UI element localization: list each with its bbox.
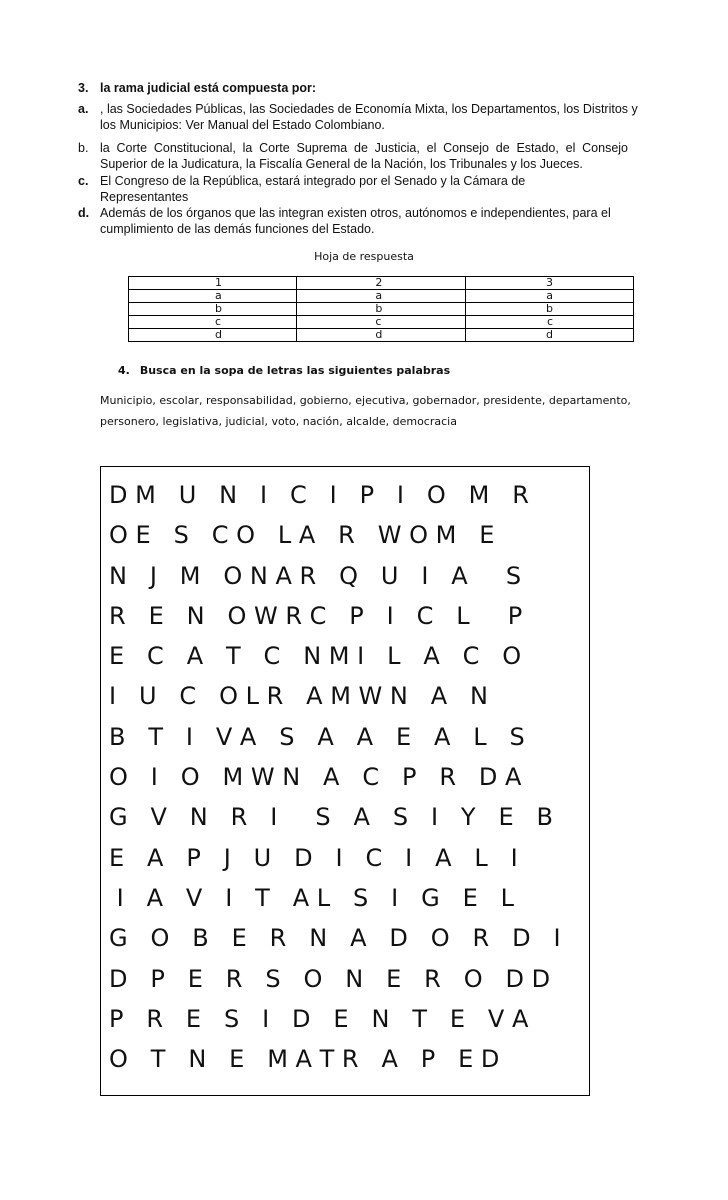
option-d (78, 205, 630, 237)
question-4 (118, 364, 450, 377)
word-search-row: N J M O N A R Q U I A S (109, 561, 522, 590)
question-text: la rama judicial está compuesta por: (100, 81, 317, 95)
word-search-row: G O B E R N A D O R D I (109, 924, 561, 953)
word-search-row: O T N E M A T R A P E D (109, 1045, 500, 1074)
option-text: , las Sociedades Públicas, las Sociedades de Economía Mixta, los Departamentos, los Distritos y los Municipios: Ver Manual del Estado Colombiano. (100, 102, 638, 132)
option-b (78, 140, 628, 172)
answer-cell: a (129, 290, 297, 303)
question-number: 3. (78, 81, 89, 95)
option-marker: b. (78, 141, 89, 155)
answer-cell: c (465, 316, 633, 329)
answer-cell: b (465, 303, 633, 316)
option-marker: d. (78, 206, 90, 220)
word-search-row: I A V I T A L S I G E L (109, 883, 515, 912)
option-marker: a. (78, 102, 89, 116)
answer-cell: 1 (129, 277, 297, 290)
option-c (78, 173, 540, 205)
word-search-row: I U C O L R A M W N A N (109, 682, 488, 711)
answer-cell: c (129, 316, 297, 329)
word-search-row: G V N R I S A S I Y E B (109, 803, 553, 832)
word-search-row: E C A T C N M I L A C O (109, 642, 522, 671)
question-text: Busca en la sopa de letras las siguientes palabras (139, 364, 451, 377)
word-search-row: O I O M W N A C P R D A (109, 763, 522, 792)
answer-cell: a (297, 290, 465, 303)
option-text: Además de los órganos que las integran existen otros, autónomos e independientes, para el cumplimiento de las demás funciones del Estado. (100, 206, 611, 236)
question-3 (78, 80, 640, 96)
word-list: Municipio, escolar, responsabilidad, gobierno, ejecutiva, gobernador, presidente, departamento, personero, legislativa, judicial, voto, nación, alcalde, democracia (100, 394, 631, 428)
word-search-row: B T I V A S A A E A L S (109, 722, 525, 751)
answer-cell: b (129, 303, 297, 316)
word-search-row: R E N O W R C P I C L P (109, 601, 523, 630)
answer-sheet-table (128, 276, 634, 342)
answer-cell: 3 (465, 277, 633, 290)
answer-cell: b (297, 303, 465, 316)
answer-row (129, 277, 634, 290)
answer-row (129, 290, 634, 303)
option-text: El Congreso de la República, estará integrado por el Senado y la Cámara de Representantes (100, 174, 526, 204)
answer-cell: d (465, 329, 633, 342)
option-a (78, 101, 640, 133)
word-search-row: E A P J U D I C I A L I (109, 843, 518, 872)
word-search-row: D M U N I C I P I O M R (109, 481, 529, 509)
answer-cell: 2 (297, 277, 465, 290)
answer-row (129, 329, 634, 342)
answer-cell: c (297, 316, 465, 329)
word-search-grid (100, 466, 590, 1096)
word-search-row: P R E S I D E N T E V A (109, 1004, 529, 1033)
answer-cell: d (129, 329, 297, 342)
answer-cell: a (465, 290, 633, 303)
answer-sheet-title: Hoja de respuesta (314, 250, 414, 263)
question-number: 4. (118, 364, 130, 377)
answer-cell: d (297, 329, 465, 342)
word-search-row: O E S C O L A R W O M E (109, 521, 495, 550)
word-search-row: D P E R S O N E R O D D (109, 964, 551, 993)
option-text: la Corte Constitucional, la Corte Suprema de Justicia, el Consejo de Estado, el Consejo Superior de la Judicatura, la Fiscalía General de la Nación, los Tribunales y los Jueces. (100, 141, 628, 171)
answer-row (129, 303, 634, 316)
answer-row (129, 316, 634, 329)
option-marker: c. (78, 174, 89, 188)
word-search-letters (109, 475, 561, 1079)
